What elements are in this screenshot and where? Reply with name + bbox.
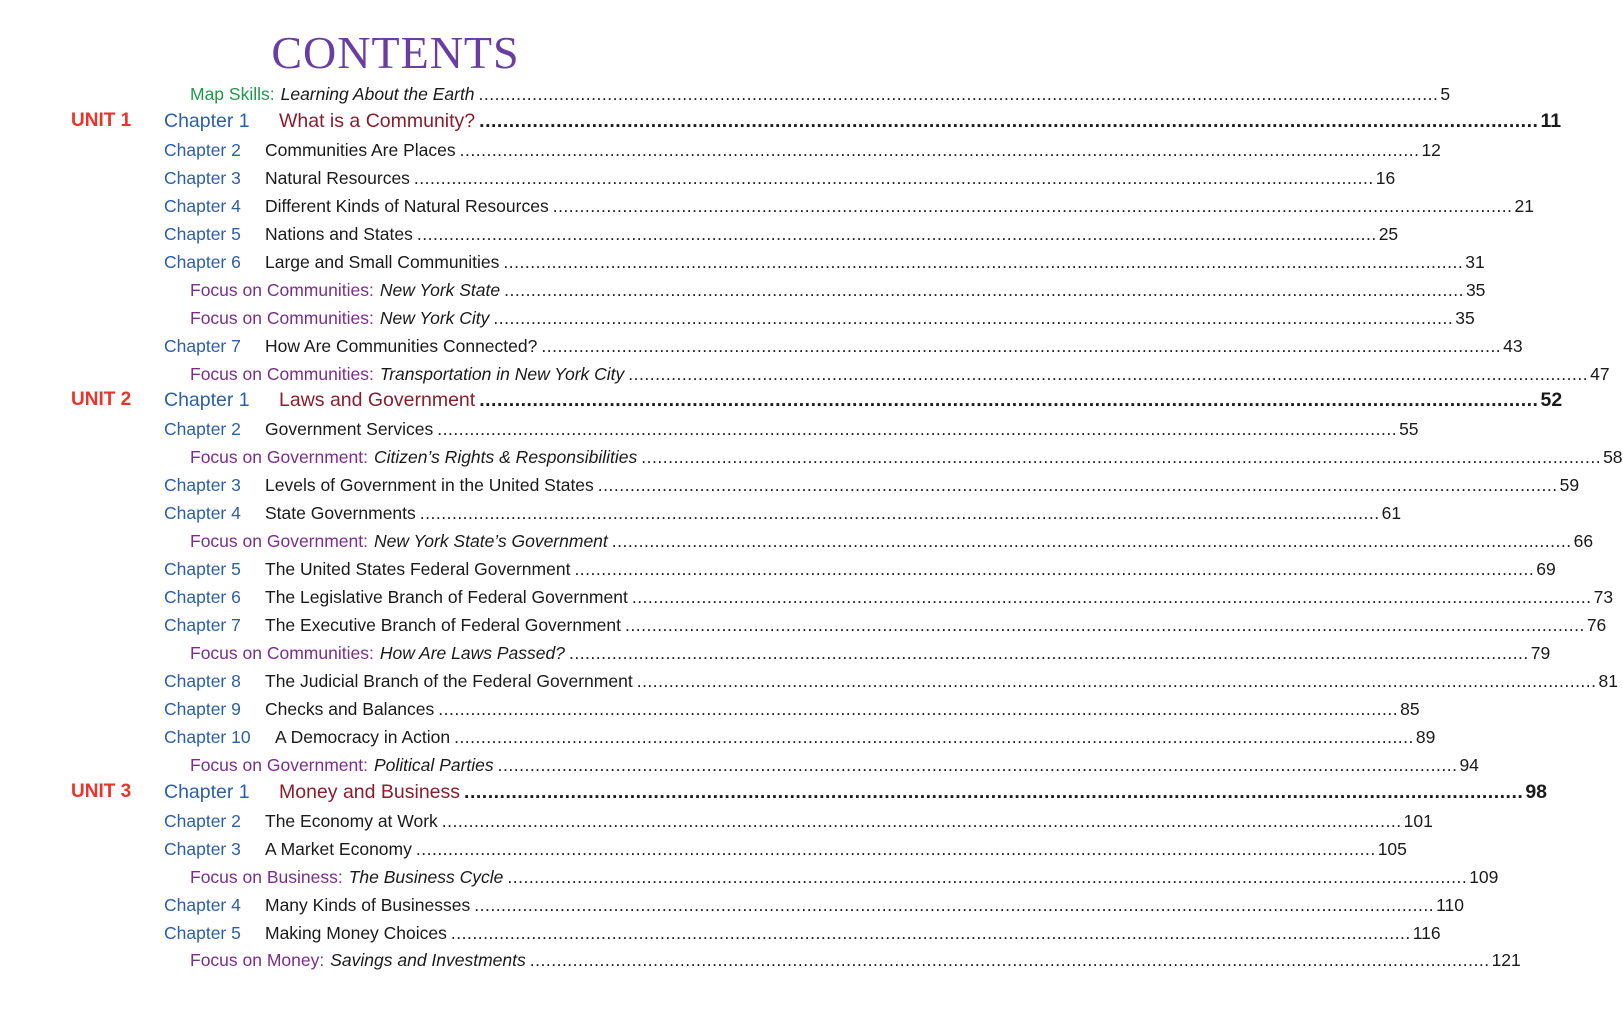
toc-row [190, 754, 1479, 783]
toc-row [164, 587, 1614, 615]
chapter-label: Chapter 6 [164, 587, 241, 608]
chapter-label: Chapter 4 [164, 195, 241, 216]
entry-title: New York State’s Government [374, 531, 608, 552]
page-number: 110 [1436, 894, 1464, 915]
dot-leader [641, 447, 1601, 468]
dot-leader [438, 699, 1398, 720]
entry-title: The Legislative Branch of Federal Government [265, 587, 628, 608]
entry-title: Making Money Choices [265, 922, 447, 943]
focus-label: Focus on Communities: [190, 643, 374, 663]
page-number: 98 [1525, 780, 1548, 803]
entry-title: Nations and States [265, 223, 413, 244]
toc-row [190, 84, 1451, 112]
entry-title: How Are Laws Passed? [379, 643, 565, 663]
chapter-label: Chapter 4 [164, 894, 241, 915]
focus-label: Focus on Government: [190, 531, 368, 552]
page-number: 85 [1400, 698, 1420, 719]
entry-title: State Governments [265, 503, 416, 524]
entry-title: Government Services [265, 419, 434, 440]
dot-leader [454, 727, 1414, 748]
entry-title: How Are Communities Connected? [265, 335, 538, 356]
toc-row [164, 838, 1407, 867]
toc-row [164, 475, 1580, 503]
toc-row [164, 195, 1534, 224]
toc-row [190, 447, 1623, 475]
entry-title: Learning About the Earth [280, 84, 475, 104]
page-title: CONTENTS [271, 27, 520, 78]
dot-leader [553, 196, 1513, 217]
entry-title: A Democracy in Action [275, 726, 451, 747]
entry-title: Many Kinds of Businesses [265, 894, 471, 915]
toc-row [164, 335, 1523, 364]
entry-title: Transportation in New York City [379, 363, 625, 384]
page-number: 121 [1491, 950, 1521, 971]
dot-leader [569, 643, 1529, 664]
page-number: 35 [1455, 307, 1475, 328]
unit-label: UNIT 1 [71, 109, 132, 131]
dot-leader [625, 615, 1585, 636]
page-number: 66 [1573, 531, 1594, 552]
dot-leader [437, 419, 1397, 440]
entry-title: Citizen’s Rights & Responsibilities [374, 447, 638, 468]
dot-leader [479, 84, 1439, 105]
chapter-label: Chapter 6 [164, 251, 241, 272]
entry-title: Communities Are Places [265, 139, 456, 160]
page-number: 89 [1415, 726, 1436, 747]
dot-leader [414, 168, 1374, 189]
entry-title: The Executive Branch of Federal Government [265, 615, 622, 636]
chapter-label: Chapter 8 [164, 670, 241, 691]
page-number: 35 [1465, 279, 1486, 300]
chapter-label: Chapter 9 [164, 698, 241, 719]
focus-label: Focus on Government: [190, 447, 368, 468]
entry-title: The Judicial Branch of the Federal Government [265, 670, 633, 691]
toc-row [164, 698, 1420, 727]
toc-row [190, 279, 1486, 308]
page-number: 55 [1399, 419, 1419, 440]
entry-title: Checks and Balances [265, 698, 435, 719]
entry-title: New York City [379, 307, 490, 328]
entry-title: New York State [379, 279, 501, 300]
dot-leader [416, 839, 1376, 860]
chapter-label: Chapter 2 [164, 810, 241, 831]
toc-row [164, 894, 1464, 923]
toc-row [71, 780, 1548, 811]
dot-leader [460, 140, 1420, 161]
toc-row [190, 531, 1594, 559]
toc-row [164, 139, 1441, 168]
page-number: 25 [1378, 223, 1399, 244]
focus-label: Focus on Government: [190, 754, 368, 775]
toc-row [190, 866, 1499, 895]
dot-leader [498, 755, 1458, 776]
dot-leader [612, 531, 1572, 552]
toc-row [190, 307, 1475, 336]
entry-title: Different Kinds of Natural Resources [265, 195, 549, 216]
page-number: 58 [1603, 447, 1623, 468]
toc-row [164, 167, 1396, 196]
toc-row [190, 363, 1610, 392]
focus-label: Focus on Communities: [190, 279, 374, 300]
chapter-label: Chapter 1 [164, 780, 250, 803]
page-number: 52 [1540, 389, 1563, 412]
dot-leader [442, 811, 1402, 832]
entry-title: Money and Business [279, 780, 461, 803]
page-number: 69 [1536, 559, 1556, 580]
page-number: 94 [1459, 754, 1479, 775]
page-number: 21 [1514, 195, 1534, 216]
focus-label: Focus on Business: [190, 866, 343, 887]
toc-row [71, 389, 1563, 419]
toc-row [164, 503, 1402, 531]
dot-leader [420, 503, 1380, 524]
toc-row [164, 726, 1436, 755]
toc-row [164, 670, 1618, 699]
entry-title: The Economy at Work [265, 810, 438, 831]
page-number: 61 [1381, 503, 1402, 524]
toc-row [190, 950, 1521, 978]
chapter-label: Chapter 5 [164, 922, 241, 943]
section-label: Map Skills: [190, 84, 275, 104]
chapter-label: Chapter 3 [164, 475, 241, 496]
page-number: 116 [1412, 922, 1441, 943]
toc-row [164, 810, 1433, 839]
toc-row [71, 109, 1562, 140]
chapter-label: Chapter 7 [164, 615, 241, 636]
dot-leader [464, 781, 1523, 804]
unit-label: UNIT 3 [71, 780, 132, 802]
entry-title: Political Parties [374, 754, 494, 775]
chapter-label: Chapter 4 [164, 503, 241, 524]
dot-leader [628, 364, 1588, 385]
chapter-label: Chapter 3 [164, 167, 241, 188]
chapter-label: Chapter 10 [164, 726, 251, 747]
entry-title: Savings and Investments [330, 950, 526, 971]
dot-leader [574, 559, 1534, 580]
focus-label: Focus on Money: [190, 950, 325, 971]
toc-row [190, 643, 1551, 671]
entry-title: Large and Small Communities [265, 251, 500, 272]
dot-leader [598, 475, 1558, 496]
dot-leader [417, 224, 1377, 245]
toc-row [164, 251, 1485, 280]
chapter-label: Chapter 5 [164, 223, 241, 244]
page-number: 81 [1598, 670, 1618, 691]
chapter-label: Chapter 1 [164, 109, 250, 132]
page-number: 76 [1586, 615, 1607, 636]
dot-leader [474, 895, 1434, 916]
page-number: 16 [1375, 167, 1396, 188]
chapter-label: Chapter 1 [164, 389, 250, 412]
dot-leader [504, 280, 1464, 301]
entry-title: Levels of Government in the United States [265, 475, 594, 496]
page-number: 11 [1540, 109, 1562, 132]
chapter-label: Chapter 2 [164, 419, 241, 440]
page-number: 47 [1590, 363, 1610, 384]
chapter-label: Chapter 3 [164, 838, 241, 859]
page-number: 79 [1530, 643, 1551, 663]
toc-row [164, 559, 1556, 587]
page-number: 12 [1421, 139, 1441, 160]
dot-leader [479, 110, 1538, 133]
toc-row [164, 419, 1419, 447]
entry-title: The United States Federal Government [265, 559, 571, 580]
page-number: 109 [1469, 866, 1499, 887]
page-number: 105 [1377, 838, 1407, 859]
chapter-label: Chapter 7 [164, 335, 241, 356]
toc-row [164, 615, 1607, 643]
chapter-label: Chapter 2 [164, 139, 241, 160]
dot-leader [530, 950, 1490, 971]
focus-label: Focus on Communities: [190, 307, 374, 328]
focus-label: Focus on Communities: [190, 363, 374, 384]
page-number: 31 [1465, 251, 1485, 272]
page-number: 59 [1559, 475, 1580, 496]
entry-title: Natural Resources [265, 167, 410, 188]
dot-leader [637, 671, 1597, 692]
dot-leader [451, 923, 1411, 944]
chapter-label: Chapter 5 [164, 559, 241, 580]
page-number: 5 [1440, 84, 1451, 104]
entry-title: Laws and Government [279, 389, 476, 412]
toc-row [164, 922, 1441, 951]
unit-label: UNIT 2 [71, 389, 132, 411]
dot-leader [541, 336, 1501, 357]
dot-leader [479, 389, 1538, 412]
dot-leader [632, 587, 1592, 608]
page-number: 43 [1503, 335, 1523, 356]
dot-leader [507, 867, 1467, 888]
toc-row [164, 223, 1399, 252]
entry-title: What is a Community? [279, 109, 476, 132]
dot-leader [503, 252, 1463, 273]
entry-title: The Business Cycle [348, 866, 504, 887]
entry-title: A Market Economy [265, 838, 412, 859]
page-number: 101 [1403, 810, 1433, 831]
page-number: 73 [1593, 587, 1614, 608]
dot-leader [493, 308, 1453, 329]
